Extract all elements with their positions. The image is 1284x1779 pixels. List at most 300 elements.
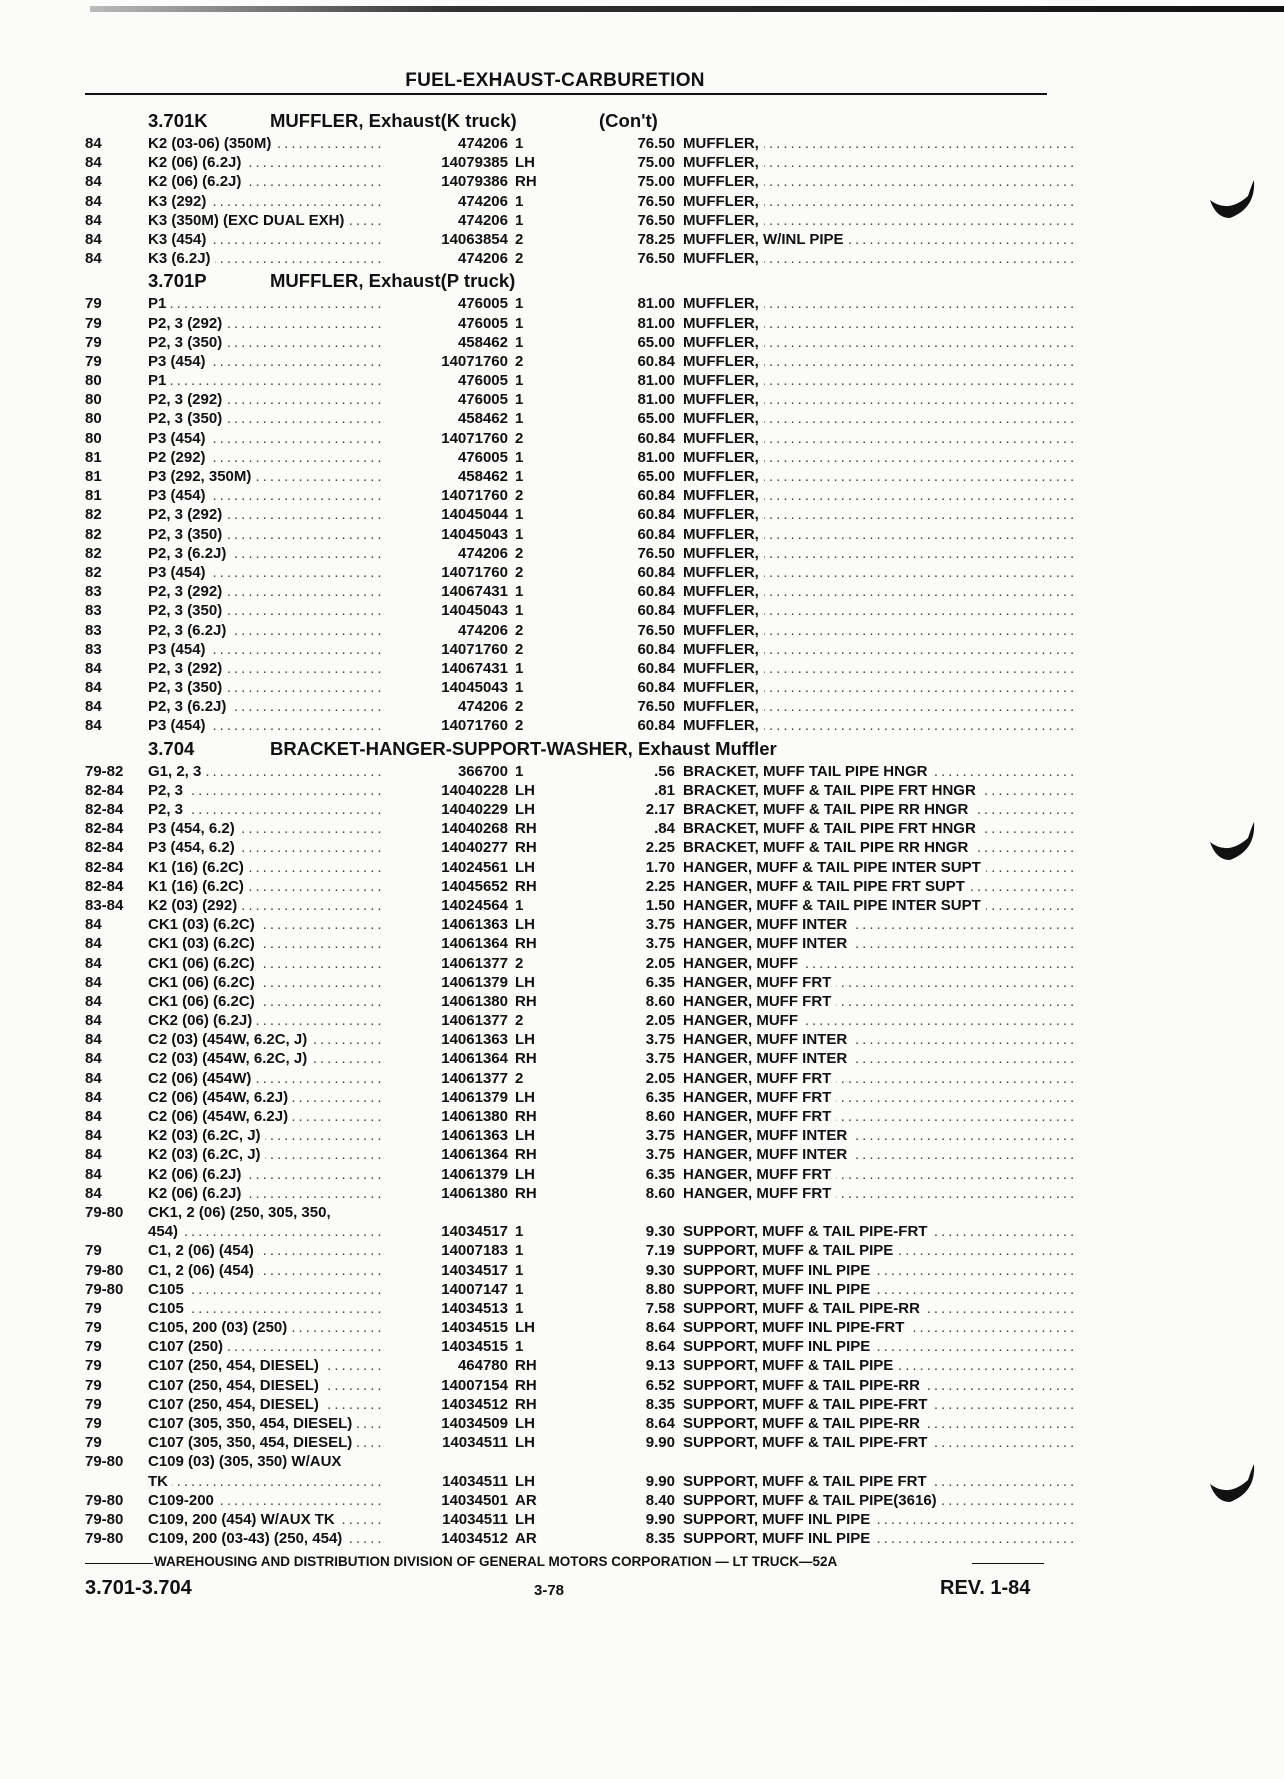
part-number: 14061364 <box>385 1049 508 1068</box>
description-text: HANGER, MUFF INTER <box>683 1127 852 1144</box>
table-row <box>85 429 1065 448</box>
description-text: BRACKET, MUFF & TAIL PIPE RR HNGR <box>683 839 973 856</box>
price: 2.05 <box>645 1012 675 1030</box>
description-text: MUFFLER, <box>683 487 764 504</box>
quantity: 1 <box>515 448 524 466</box>
description <box>683 563 1078 582</box>
quantity: LH <box>515 154 535 172</box>
quantity: 1 <box>515 506 524 524</box>
quantity: LH <box>515 1415 535 1432</box>
table-row <box>85 973 1065 992</box>
table-row <box>85 1337 1065 1356</box>
price: 8.64 <box>645 1338 675 1356</box>
price: 1.50 <box>645 896 675 914</box>
model-text: P1 <box>148 372 170 389</box>
quantity: 1 <box>515 372 524 390</box>
description-text: HANGER, MUFF & TAIL PIPE FRT SUPT <box>683 878 970 895</box>
description <box>683 915 1078 934</box>
price: 81.00 <box>637 391 675 409</box>
part-number: 474206 <box>385 697 508 716</box>
model-text: P2, 3 <box>148 782 187 799</box>
part-number: 14040228 <box>385 781 508 800</box>
table-row <box>85 1241 1065 1260</box>
description <box>683 333 1078 352</box>
quantity: LH <box>515 1472 535 1490</box>
quantity: 2 <box>515 250 524 268</box>
table-row <box>85 934 1065 953</box>
model-text: K3 (454) <box>148 231 210 248</box>
price: 9.90 <box>645 1510 675 1528</box>
model-year: 79 <box>85 1395 102 1413</box>
price: 60.84 <box>637 429 675 447</box>
table-row <box>85 858 1065 877</box>
table-row <box>85 1011 1065 1030</box>
price: 7.19 <box>645 1242 675 1260</box>
quantity: 1 <box>515 391 524 409</box>
description-text: MUFFLER, <box>683 545 764 562</box>
table-row <box>85 1280 1065 1299</box>
quantity: 1 <box>515 762 524 780</box>
model-year: 79-80 <box>85 1491 124 1509</box>
model-text: P3 (454) <box>148 430 210 447</box>
model-text: P2, 3 (6.2J) <box>148 545 230 562</box>
description-text: MUFFLER, <box>683 583 764 600</box>
model-year: 80 <box>85 429 102 447</box>
section-header <box>85 268 1065 294</box>
description <box>683 211 1078 230</box>
part-number: 14045652 <box>385 877 508 896</box>
price: 9.90 <box>645 1434 675 1452</box>
model-year: 82-84 <box>85 839 124 857</box>
part-number: 14071760 <box>385 640 508 659</box>
description <box>683 781 1078 800</box>
model-text: C107 (250, 454, DIESEL) <box>148 1377 323 1394</box>
description-text: SUPPORT, MUFF INL PIPE <box>683 1511 875 1528</box>
model-text: P2, 3 (6.2J) <box>148 622 230 639</box>
table-row <box>85 172 1065 191</box>
model-text: C109 (03) (305, 350) W/AUX <box>148 1453 345 1470</box>
model-year: 79-80 <box>85 1530 124 1548</box>
price: 8.64 <box>645 1319 675 1337</box>
quantity: LH <box>515 1088 535 1106</box>
quantity: 1 <box>515 410 524 428</box>
description-text: MUFFLER, <box>683 135 764 152</box>
table-row <box>85 954 1065 973</box>
section-title: MUFFLER, Exhaust(K truck) <box>270 110 517 131</box>
part-number: 14007154 <box>385 1376 508 1395</box>
quantity: 1 <box>515 602 524 620</box>
model-year: 80 <box>85 410 102 428</box>
table-row <box>85 1069 1065 1088</box>
description-text: HANGER, MUFF FRT <box>683 1166 836 1183</box>
quantity: 2 <box>515 563 524 581</box>
description <box>683 896 1078 915</box>
description-text: SUPPORT, MUFF & TAIL PIPE-RR <box>683 1300 925 1317</box>
price: 76.50 <box>637 544 675 562</box>
table-row <box>85 294 1065 313</box>
model-year: 82-84 <box>85 858 124 876</box>
model-year: 84 <box>85 1031 102 1049</box>
part-number: 14034512 <box>385 1395 508 1414</box>
model-text: K1 (16) (6.2C) <box>148 859 248 876</box>
quantity: LH <box>515 1510 535 1528</box>
part-number: 14045043 <box>385 601 508 620</box>
price: 76.50 <box>637 135 675 152</box>
quantity: 2 <box>515 717 524 735</box>
price: 3.75 <box>645 1050 675 1068</box>
description-text: SUPPORT, MUFF INL PIPE <box>683 1338 875 1355</box>
model-text: K2 (06) (6.2J) <box>148 1185 245 1202</box>
quantity: 2 <box>515 954 524 972</box>
table-row <box>85 762 1065 781</box>
model-text: P3 (454) <box>148 353 210 370</box>
table-row <box>85 1222 1065 1241</box>
part-number: 14079385 <box>385 153 508 172</box>
quantity: 1 <box>515 896 524 914</box>
description-text: HANGER, MUFF <box>683 955 803 972</box>
model-text: C107 (250, 454, DIESEL) <box>148 1396 323 1413</box>
description-text: MUFFLER, <box>683 193 764 210</box>
quantity: 1 <box>515 295 524 313</box>
price: 76.50 <box>637 211 675 229</box>
description-text: MUFFLER, <box>683 660 764 677</box>
part-number: 14061379 <box>385 1165 508 1184</box>
part-number: 474206 <box>385 621 508 640</box>
table-row <box>85 1376 1065 1395</box>
quantity: 2 <box>515 1069 524 1087</box>
part-number: 476005 <box>385 371 508 390</box>
part-number: 14007147 <box>385 1280 508 1299</box>
description-text: MUFFLER, <box>683 679 764 696</box>
section-title: BRACKET-HANGER-SUPPORT-WASHER, Exhaust Muffler <box>270 737 777 759</box>
model-text: P2, 3 (292) <box>148 315 226 332</box>
model-year: 84 <box>85 1069 102 1087</box>
description-text: SUPPORT, MUFF & TAIL PIPE-RR <box>683 1415 925 1432</box>
table-row <box>85 621 1065 640</box>
quantity: LH <box>515 1434 535 1452</box>
model-text: P2, 3 (292) <box>148 583 226 600</box>
table-row <box>85 697 1065 716</box>
table-row <box>85 877 1065 896</box>
price: 8.80 <box>645 1280 675 1298</box>
description-text: MUFFLER, <box>683 468 764 485</box>
page-title: FUEL-EXHAUST-CARBURETION <box>405 70 705 91</box>
description <box>683 1222 1078 1241</box>
model-text: P2, 3 (292) <box>148 660 226 677</box>
section-continued: (Con't) <box>599 110 658 131</box>
model-text: C109, 200 (454) W/AUX TK <box>148 1511 339 1528</box>
part-number: 14034515 <box>385 1318 508 1337</box>
model-year: 82 <box>85 544 102 562</box>
quantity: 1 <box>515 468 524 485</box>
quantity: 1 <box>515 192 524 210</box>
description-text: MUFFLER, <box>683 334 764 351</box>
section-title: MUFFLER, Exhaust(P truck) <box>270 270 516 292</box>
model-year: 84 <box>85 935 102 953</box>
price: 9.30 <box>645 1223 675 1241</box>
table-row <box>85 992 1065 1011</box>
description <box>683 640 1078 659</box>
description-text: MUFFLER, <box>683 641 764 658</box>
description <box>683 249 1078 268</box>
model-year: 84 <box>85 135 102 152</box>
model-year: 79 <box>85 333 102 351</box>
model-year: 84 <box>85 1012 102 1030</box>
model-year: 84 <box>85 1184 102 1202</box>
model-year: 79-82 <box>85 762 124 780</box>
description <box>683 697 1078 716</box>
quantity: 1 <box>515 525 524 543</box>
description <box>683 819 1078 838</box>
table-row <box>85 544 1065 563</box>
description-text: MUFFLER, <box>683 564 764 581</box>
binder-hole-icon <box>1208 820 1258 864</box>
model-year: 82 <box>85 525 102 543</box>
price: 8.40 <box>645 1491 675 1509</box>
part-number: 14034511 <box>385 1433 508 1452</box>
description-text: HANGER, MUFF & TAIL PIPE INTER SUPT <box>683 897 986 914</box>
model-text: P3 (454) <box>148 487 210 504</box>
model-year: 79-80 <box>85 1261 124 1279</box>
model-year: 84 <box>85 717 102 735</box>
description <box>683 1356 1078 1375</box>
table-row <box>85 838 1065 857</box>
quantity: LH <box>515 1031 535 1049</box>
price: 8.35 <box>645 1530 675 1548</box>
model-year: 84 <box>85 916 102 934</box>
quantity: RH <box>515 1357 537 1375</box>
description-text: SUPPORT, MUFF & TAIL PIPE <box>683 1357 898 1374</box>
description <box>683 621 1078 640</box>
description-text: SUPPORT, MUFF INL PIPE-FRT <box>683 1319 909 1336</box>
price: 60.84 <box>637 487 675 505</box>
table-row <box>85 896 1065 915</box>
description <box>683 172 1078 191</box>
description-text: HANGER, MUFF FRT <box>683 1185 836 1202</box>
part-number: 14045043 <box>385 678 508 697</box>
page-number: 3-78 <box>534 1582 565 1599</box>
description <box>683 1165 1078 1184</box>
table-row <box>85 601 1065 620</box>
model-year: 83-84 <box>85 896 124 914</box>
table-row <box>85 1261 1065 1280</box>
description <box>683 1241 1078 1260</box>
table-row <box>85 1107 1065 1126</box>
part-number: 476005 <box>385 448 508 467</box>
table-row <box>85 1318 1065 1337</box>
model-year: 84 <box>85 230 102 248</box>
description <box>683 544 1078 563</box>
description-text: MUFFLER, <box>683 602 764 619</box>
price: .84 <box>654 820 675 838</box>
model-text: P2, 3 (350) <box>148 410 226 427</box>
price: 6.52 <box>645 1376 675 1394</box>
model-text: CK1 (03) (6.2C) <box>148 916 259 933</box>
model-year: 84 <box>85 698 102 716</box>
model-year: 79 <box>85 1376 102 1394</box>
price: 60.84 <box>637 679 675 697</box>
part-number: 14034509 <box>385 1414 508 1433</box>
part-number: 474206 <box>385 192 508 211</box>
table-row <box>85 390 1065 409</box>
description <box>683 716 1078 735</box>
price: 3.75 <box>645 916 675 934</box>
model-year: 84 <box>85 1127 102 1145</box>
quantity: 1 <box>515 135 524 152</box>
footer-rule-right <box>972 1563 1044 1564</box>
section-range: 3.701-3.704 <box>85 1577 192 1599</box>
part-number: 14061377 <box>385 1011 508 1030</box>
table-row <box>85 1395 1065 1414</box>
model-text: P3 (454) <box>148 717 210 734</box>
description <box>683 352 1078 371</box>
table-row <box>85 333 1065 352</box>
table-row <box>85 819 1065 838</box>
quantity: 1 <box>515 583 524 601</box>
description-text: MUFFLER, <box>683 295 764 312</box>
model-text: P2, 3 (350) <box>148 602 226 619</box>
model-text: K3 (6.2J) <box>148 250 215 267</box>
section-code: 3.701K <box>148 110 208 131</box>
price: 8.60 <box>645 1184 675 1202</box>
model-text: C2 (06) (454W, 6.2J) <box>148 1108 292 1125</box>
part-number: 458462 <box>385 467 508 486</box>
quantity: AR <box>515 1530 537 1548</box>
quantity: 1 <box>515 659 524 677</box>
model-year: 84 <box>85 973 102 991</box>
price: 78.25 <box>637 230 675 248</box>
model-year: 83 <box>85 621 102 639</box>
description-text: SUPPORT, MUFF & TAIL PIPE(3616) <box>683 1492 942 1509</box>
model-text: G1, 2, 3 <box>148 763 205 780</box>
model-year: 83 <box>85 640 102 658</box>
description <box>683 762 1078 781</box>
description-text: HANGER, MUFF INTER <box>683 1146 852 1163</box>
quantity: 1 <box>515 1338 524 1356</box>
description <box>683 1395 1078 1414</box>
table-row <box>85 486 1065 505</box>
description <box>683 954 1078 973</box>
model-text: CK1 (06) (6.2C) <box>148 993 259 1010</box>
price: 81.00 <box>637 448 675 466</box>
description-text: MUFFLER, <box>683 372 764 389</box>
part-number: 14063854 <box>385 230 508 249</box>
model-year: 80 <box>85 391 102 409</box>
model-year: 84 <box>85 154 102 172</box>
section-header <box>85 108 1065 134</box>
description-text: HANGER, MUFF FRT <box>683 1089 836 1106</box>
model-text: C109-200 <box>148 1492 218 1509</box>
model-year: 84 <box>85 250 102 268</box>
description-text: MUFFLER, <box>683 622 764 639</box>
part-number: 14045043 <box>385 525 508 544</box>
description <box>683 992 1078 1011</box>
description <box>683 1318 1078 1337</box>
quantity: 1 <box>515 1299 524 1317</box>
model-year: 79 <box>85 295 102 313</box>
quantity: 2 <box>515 487 524 505</box>
model-year: 79 <box>85 314 102 332</box>
description <box>683 153 1078 172</box>
quantity: RH <box>515 935 537 953</box>
model-text: K2 (03) (6.2C, J) <box>148 1127 265 1144</box>
table-row <box>85 1165 1065 1184</box>
table-row <box>85 1356 1065 1375</box>
model-year: 84 <box>85 954 102 972</box>
table-row <box>85 211 1065 230</box>
part-number: 14034515 <box>385 1337 508 1356</box>
part-number: 464780 <box>385 1356 508 1375</box>
quantity: LH <box>515 801 535 818</box>
description-text: BRACKET, MUFF & TAIL PIPE FRT HNGR <box>683 820 981 837</box>
model-text: K2 (06) (6.2J) <box>148 1166 245 1183</box>
part-number: 14061380 <box>385 1184 508 1203</box>
quantity: 1 <box>515 1280 524 1298</box>
model-year: 79 <box>85 1299 102 1317</box>
model-year: 84 <box>85 1050 102 1068</box>
model-text: TK <box>148 1473 172 1490</box>
description <box>683 1011 1078 1030</box>
part-number: 14061363 <box>385 1126 508 1145</box>
description-text: SUPPORT, MUFF & TAIL PIPE-RR <box>683 1377 925 1394</box>
price: 60.84 <box>637 525 675 543</box>
table-row <box>85 659 1065 678</box>
description-text: MUFFLER, <box>683 391 764 408</box>
description <box>683 1376 1078 1395</box>
quantity: RH <box>515 1050 537 1068</box>
part-number: 476005 <box>385 314 508 333</box>
table-row <box>85 1299 1065 1318</box>
part-number: 14024564 <box>385 896 508 915</box>
part-number: 14061363 <box>385 915 508 934</box>
description <box>683 390 1078 409</box>
description-text: SUPPORT, MUFF & TAIL PIPE-FRT <box>683 1434 932 1451</box>
quantity: 2 <box>515 698 524 716</box>
model-year: 82-84 <box>85 877 124 895</box>
section-code: 3.701P <box>148 270 207 292</box>
price: 8.60 <box>645 1108 675 1125</box>
description-text: SUPPORT, MUFF INL PIPE <box>683 1281 875 1298</box>
model-text: K2 (03) (6.2C, J) <box>148 1146 265 1163</box>
model-year: 81 <box>85 487 102 505</box>
description-text: HANGER, MUFF INTER <box>683 916 852 933</box>
table-row <box>85 1203 1065 1222</box>
part-number: 14061379 <box>385 973 508 992</box>
model-year: 82-84 <box>85 820 124 838</box>
price: 76.50 <box>637 192 675 210</box>
model-year: 79 <box>85 1338 102 1356</box>
model-text: P3 (454, 6.2) <box>148 839 239 856</box>
description-text: MUFFLER, W/INL PIPE <box>683 231 849 248</box>
part-number: 474206 <box>385 134 508 153</box>
quantity: 1 <box>515 1223 524 1241</box>
price: 3.75 <box>645 935 675 953</box>
title-rule <box>85 93 1047 95</box>
table-row <box>85 314 1065 333</box>
price: 2.25 <box>645 877 675 895</box>
model-year: 84 <box>85 992 102 1010</box>
footer-rule-left <box>85 1563 153 1564</box>
table-row <box>85 800 1065 819</box>
footer-note: WAREHOUSING AND DISTRIBUTION DIVISION OF GENERAL MOTORS CORPORATION — LT TRUCK—52A <box>154 1554 838 1569</box>
quantity: 1 <box>515 333 524 351</box>
quantity: 1 <box>515 1242 524 1260</box>
description <box>683 1030 1078 1049</box>
model-year: 84 <box>85 679 102 697</box>
model-text: K2 (03) (292) <box>148 897 241 914</box>
model-text: P2, 3 (350) <box>148 679 226 696</box>
description-text: MUFFLER, <box>683 173 764 190</box>
